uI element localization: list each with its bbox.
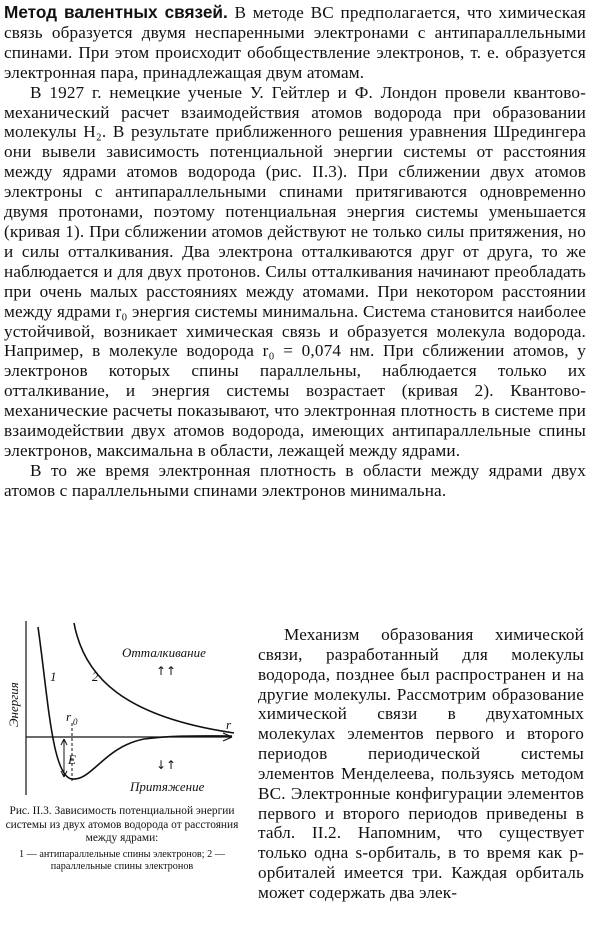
r-axis-label: r <box>226 717 232 732</box>
paragraph-1 <box>4 3 586 83</box>
figure-ii-3 <box>4 617 240 874</box>
repulsion-label: Отталкивание <box>122 645 206 660</box>
text-column <box>4 3 586 501</box>
r0-label: r <box>66 709 72 724</box>
paragraph-2: В 1927 г. немецкие ученые У. Гейтлер и Ф. Лондон провели квантово-механический расчет взаимодействия атомов водорода при образовании молекулы H₂. В результате приближенного решения уравнения Шредингера они вывели зависимость потенциальной энергии системы от расстояния между ядрами атомов водорода (рис. II.3). При сближении двух атомов электроны с антипараллельными спинами притягиваются одновременно двумя протонами, поэтому потенциальная энергия системы уменьшается (кривая 1). При сближении атомов действуют не только силы притяжения, но и силы отталкивания. Два электрона отталкиваются друг от друга, то же наблюдается и для двух протонов. Силы отталкивания начинают преобладать при очень малых расстояниях между атомами. При некотором расстоянии между ядрами r₀ энергия системы минимальна. Система становится наиболее устойчивой, возникает химическая связь и образуется молекула водорода. Например, в молекуле водорода r₀ = 0,074 нм. При сближении атомов, у электронов которых спины параллельны, наблюдается только их отталкивание, и энергия системы возрастает (кривая 2). Квантово-механические расчеты показывают, что электронная плотность в системе при взаимодействии двух атомов водорода, имеющих антипараллельные спины электронов, максимальна в области, лежащей между ядрами. <box>4 82 586 460</box>
paragraph-3: В то же время электронная плотность в области между ядрами двух атомов с параллельными спинами электронов минимальна. <box>4 460 586 500</box>
caption-legend: 1 — антипараллельные спины электронов; 2 — параллельные спины электронов <box>19 848 225 873</box>
paragraph-4: Механизм образования химической связи, разработанный для молекулы водорода, позднее был распространен и на другие молекулы. Рассмотрим образование химической связи в двухатомных молекулах элементов первого и второго периодов периодической системы элементов Менделеева, пользуясь методом ВС. Электронные конфигурации элементов первого и второго периодов приведены в табл. II.2. Напомним, что существует только одна s-орбиталь, в то время как p-орбиталей имеется три. Каждая орбиталь может содержать два элек- <box>258 625 584 902</box>
spins-down-up-icon: ↓↑ <box>156 758 177 772</box>
right-column <box>258 625 584 903</box>
section-heading: Метод валентных связей. <box>4 2 228 22</box>
e-label: E <box>68 752 76 767</box>
spins-up-up-icon: ↑↑ <box>156 664 177 678</box>
attraction-label: Притяжение <box>130 779 205 794</box>
r0-label-subscript: 0 <box>73 717 78 727</box>
paragraph-1-text: В методе ВС предполагается, что химическая связь образуется двумя неспаренными электронами с антипараллельными спинами. При этом происходит обобществление электронов, т. е. образуется электронная пара, принадлежащая двум атомам. <box>4 3 586 82</box>
energy-curve-plot <box>4 617 240 801</box>
curve-1-label: 1 <box>50 669 57 684</box>
figure-caption <box>4 805 240 874</box>
caption-title: Рис. II.3. Зависимость потенциальной энергии системы из двух атомов водорода от расстояния между ядрами: <box>5 805 239 845</box>
energy-axis-label: Энергия <box>6 682 21 727</box>
curve-2-label: 2 <box>92 669 99 684</box>
